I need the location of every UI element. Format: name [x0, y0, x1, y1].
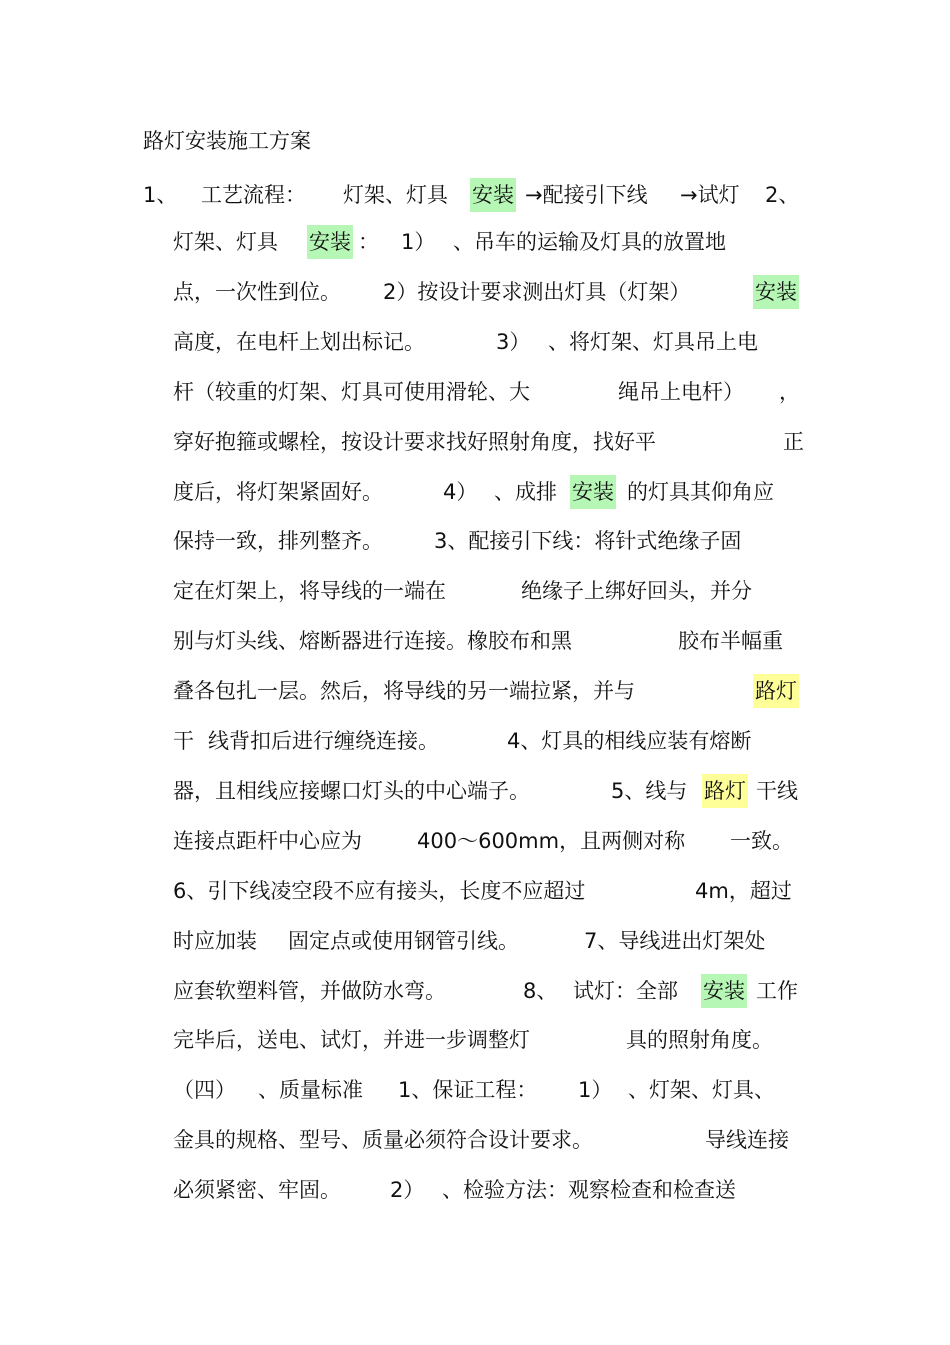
text-segment: 绝缘子上绑好回头，并分 [521, 579, 752, 603]
highlighted-term: 路灯 [704, 776, 746, 806]
text-segment: 器，且相线应接螺口灯头的中心端子。 [173, 779, 530, 803]
text-segment: 应套软塑料管，并做防水弯。 [173, 979, 446, 1003]
text-segment: 固定点或使用钢管引线。 [288, 929, 519, 953]
text-segment: 8、 [523, 979, 558, 1003]
text-segment: 导线连接 [705, 1128, 789, 1152]
highlighted-term: 安装 [572, 477, 614, 507]
highlighted-term: 安装 [755, 277, 797, 307]
highlighted-term: 安装 [703, 976, 745, 1006]
text-segment: 3） [496, 330, 531, 354]
text-segment: 1） [578, 1078, 613, 1102]
text-segment: →配接引下线 [525, 183, 648, 207]
text-segment: 时应加装 [173, 929, 257, 953]
text-segment: 2、 [765, 183, 800, 207]
text-segment: 穿好抱箍或螺栓，按设计要求找好照射角度，找好平 [173, 430, 656, 454]
text-segment: 7、导线进出灯架处 [584, 929, 766, 953]
text-segment: 4m，超过 [695, 879, 792, 903]
text-segment: 试灯：全部 [573, 979, 678, 1003]
text-segment: 、检验方法：观察检查和检查送 [442, 1178, 736, 1202]
text-segment: 、成排 [494, 480, 557, 504]
text-segment: 保持一致，排列整齐。 [173, 529, 383, 553]
text-segment: （四） [173, 1078, 236, 1102]
text-segment: 必须紧密、牢固。 [173, 1178, 341, 1202]
text-segment: 、质量标准 [258, 1078, 363, 1102]
text-segment: 线背扣后进行缠绕连接。 [208, 729, 439, 753]
text-segment: 金具的规格、型号、质量必须符合设计要求。 [173, 1128, 593, 1152]
text-segment: 1） [401, 230, 436, 254]
text-segment: 具的照射角度。 [626, 1028, 773, 1052]
document-title: 路灯安装施工方案 [143, 129, 311, 153]
text-segment: 6、引下线凌空段不应有接头，长度不应超过 [173, 879, 586, 903]
text-segment: 度后，将灯架紧固好。 [173, 480, 383, 504]
text-segment: 连接点距杆中心应为 [173, 829, 362, 853]
text-segment: 干线 [756, 779, 798, 803]
text-segment: 、灯架、灯具、 [628, 1078, 775, 1102]
text-segment: 正 [783, 430, 804, 454]
text-segment: 一致。 [730, 829, 793, 853]
text-segment: 2）按设计要求测出灯具（灯架） [383, 280, 691, 304]
text-segment: 400～600mm，且两侧对称 [417, 829, 686, 853]
text-segment: 4） [443, 480, 478, 504]
text-segment: 定在灯架上，将导线的一端在 [173, 579, 446, 603]
text-segment: 1、保证工程： [398, 1078, 538, 1102]
text-segment: 、吊车的运输及灯具的放置地 [453, 230, 726, 254]
text-segment: 胶布半幅重 [678, 629, 783, 653]
highlighted-term: 路灯 [755, 676, 797, 706]
text-segment: 1、 [143, 183, 178, 207]
text-segment: 点，一次性到位。 [173, 280, 341, 304]
text-segment: 干 [173, 729, 194, 753]
text-segment: 的灯具其仰角应 [627, 480, 774, 504]
text-segment: 高度，在电杆上划出标记。 [173, 330, 425, 354]
text-segment: 灯架、灯具 [173, 230, 278, 254]
text-segment: 叠各包扎一层。然后，将导线的另一端拉紧，并与 [173, 679, 635, 703]
text-segment: 5、线与 [611, 779, 688, 803]
text-segment: 4、灯具的相线应装有熔断 [507, 729, 752, 753]
text-segment: →试灯 [680, 183, 740, 207]
text-segment: 完毕后，送电、试灯，并进一步调整灯 [173, 1028, 530, 1052]
text-segment: 灯架、灯具 [343, 183, 448, 207]
highlighted-term: 安装 [309, 227, 351, 257]
text-segment: ， [779, 380, 800, 404]
text-segment: 别与灯头线、熔断器进行连接。橡胶布和黑 [173, 629, 572, 653]
text-segment: 绳吊上电杆） [618, 380, 744, 404]
text-segment: 、将灯架、灯具吊上电 [548, 330, 758, 354]
highlighted-term: 安装 [472, 180, 514, 210]
text-segment: 2） [390, 1178, 425, 1202]
text-segment: ： [358, 230, 379, 254]
text-segment: 工艺流程： [201, 183, 306, 207]
text-segment: 杆（较重的灯架、灯具可使用滑轮、大 [173, 380, 530, 404]
text-segment: 工作 [756, 979, 798, 1003]
text-segment: 3、配接引下线：将针式绝缘子固 [434, 529, 742, 553]
